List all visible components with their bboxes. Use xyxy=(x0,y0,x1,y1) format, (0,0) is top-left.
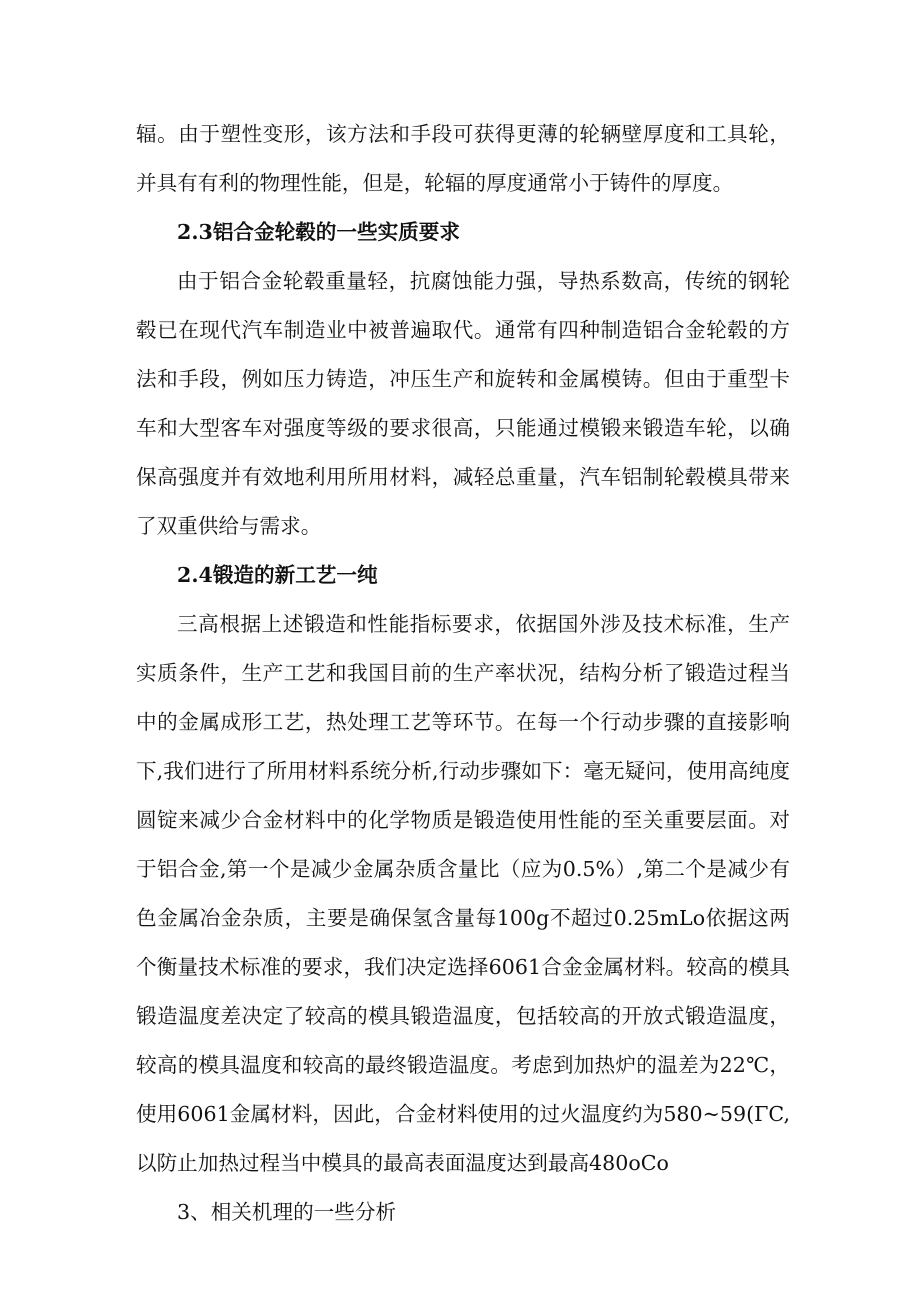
document-body xyxy=(136,110,790,1237)
heading-2-3: 2.3铝合金轮毂的一些实质要求 xyxy=(177,220,460,244)
paragraph-2-3: 由于铝合金轮毂重量轻，抗腐蚀能力强，导热系数高，传统的钢轮毂已在现代汽车制造业中被普遍取代。通常有四种制造铝合金轮毂的方法和手段，例如压力铸造，冲压生产和旋转和金属模铸。但由于重型卡车和大型客车对强度等级的要求很高，只能通过模锻来锻造车轮，以确保高强度并有效地利用所用材料，减轻总重量，汽车铝制轮毂模具带来了双重供给与需求。 xyxy=(136,269,790,538)
heading-2-4: 2.4锻造的新工艺一纯 xyxy=(177,563,378,587)
paragraph-2-4: 三高根据上述锻造和性能指标要求，依据国外涉及技术标准，生产实质条件，生产工艺和我国目前的生产率状况，结构分析了锻造过程当中的金属成形工艺，热处理工艺等环节。在每一个行动步骤的直接影响下,我们进行了所用材料系统分析,行动步骤如下：毫无疑问，使用高纯度圆锭来减少合金材料中的化学物质是锻造使用性能的至关重要层面。对于铝合金,第一个是减少金属杂质含量比（应为0.5%）,第二个是减少有色金属冶金杂质，主要是确保氢含量每100g不超过0.25mLo依据这两个衡量技术标准的要求，我们决定选择6061合金金属材料。较高的模具锻造温度差决定了较高的模具锻造温度，包括较高的开放式锻造温度，较高的模具温度和较高的最终锻造温度。考虑到加热炉的温差为22℃，使用6061金属材料，因此，合金材料使用的过火温度约为580~59(ΓC,以防止加热过程当中模具的最高表面温度达到最高480oCo xyxy=(136,612,790,1175)
paragraph-continuation: 辐。由于塑性变形，该方法和手段可获得更薄的轮辆壁厚度和工具轮，并具有有利的物理性能，但是，轮辐的厚度通常小于铸件的厚度。 xyxy=(136,122,790,195)
heading-3: 3、相关机理的一些分析 xyxy=(177,1200,397,1224)
